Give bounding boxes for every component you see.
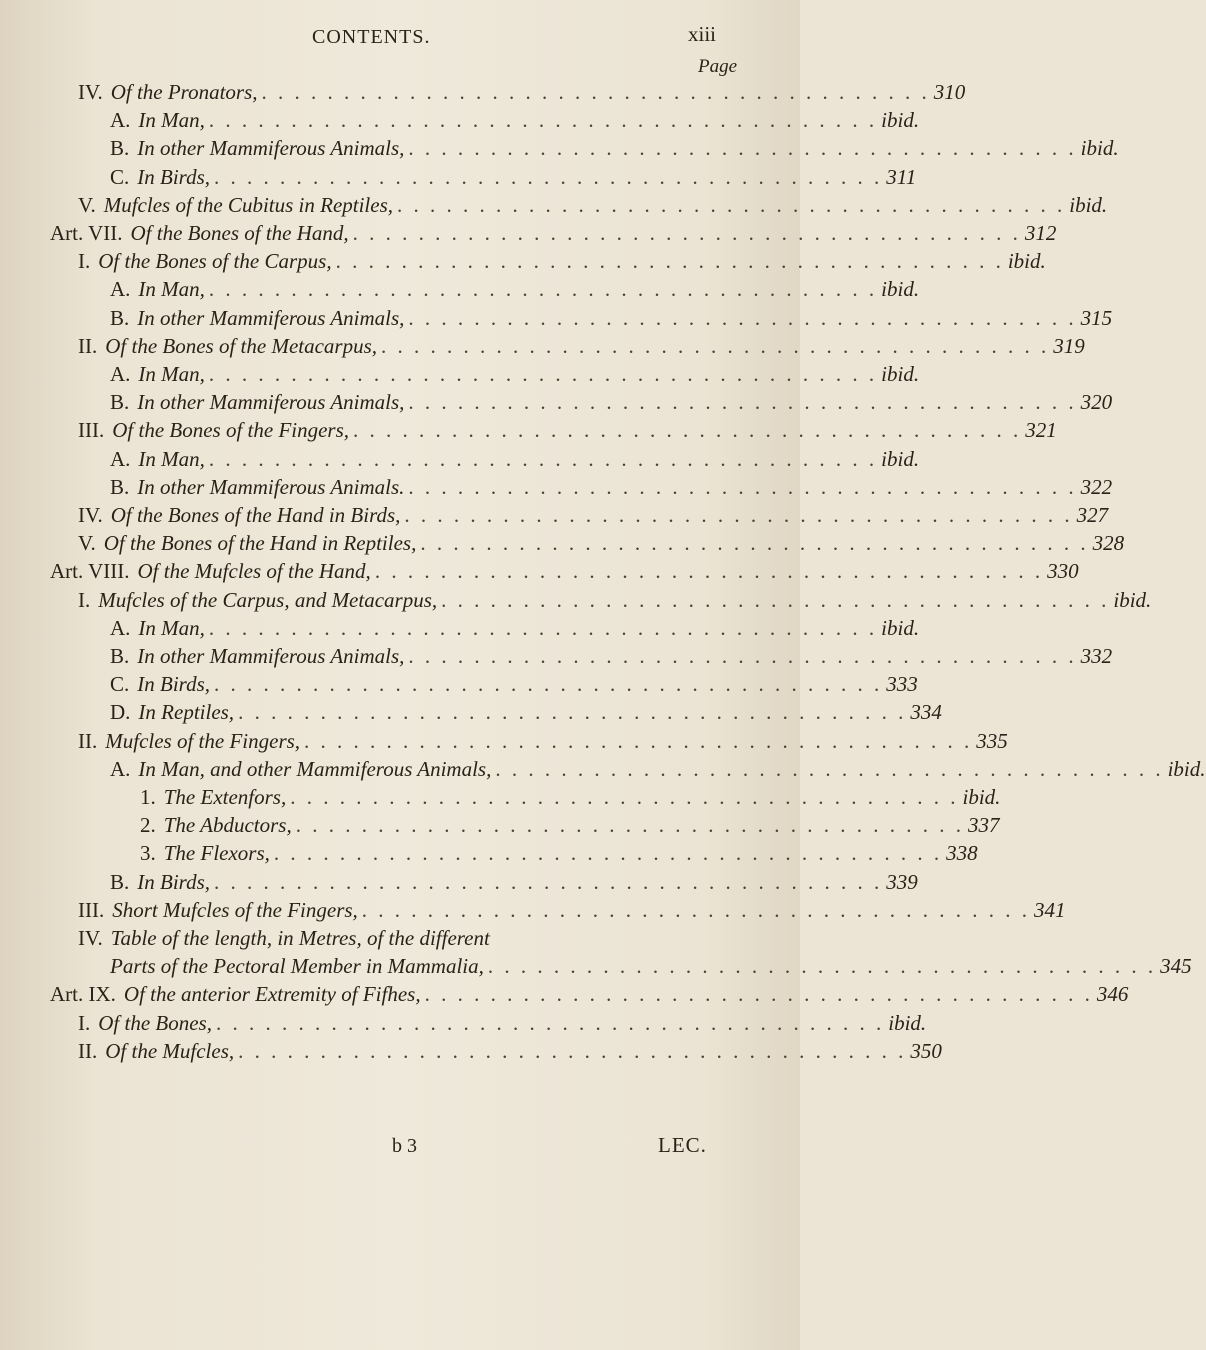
entry-title: Of the Bones, xyxy=(98,1010,212,1035)
dot-leader: . . . . . . . . . . . . . . . . . . . . . . . . . . . . . . . . . . . . . . . . . xyxy=(208,277,878,302)
dot-leader: . . . . . . . . . . . . . . . . . . . . . . . . . . . . . . . . . . . . . . . . . xyxy=(238,700,907,725)
dot-leader: . . . . . . . . . . . . . . . . . . . . . . . . . . . . . . . . . . . . . . . . . xyxy=(295,813,964,838)
toc-entry xyxy=(110,474,1113,503)
entry-number: A. xyxy=(110,108,131,133)
entry-title: In other Mammiferous Animals. xyxy=(137,474,405,499)
toc-entry xyxy=(110,615,920,644)
entry-title: Of the Bones of the Carpus, xyxy=(98,249,332,274)
dot-leader: . . . . . . . . . . . . . . . . . . . . . . . . . . . . . . . . . . . . . . . . . xyxy=(487,954,1157,979)
entry-page: 330 xyxy=(1047,559,1079,584)
dot-leader: . . . . . . . . . . . . . . . . . . . . . . . . . . . . . . . . . . . . . . . . . xyxy=(335,249,1004,274)
entry-number: B. xyxy=(110,644,130,668)
entry-page: 320 xyxy=(1080,390,1113,415)
entry-title: In Man, xyxy=(138,277,205,302)
entry-number: II. xyxy=(78,728,98,753)
entry-number: Art. IX. xyxy=(50,982,116,1007)
toc-entry xyxy=(110,756,1206,785)
toc-entry xyxy=(50,982,1129,1010)
entry-title: Parts of the Pectoral Member in Mammalia, xyxy=(110,954,484,979)
dot-leader: . . . . . . . . . . . . . . . . . . . . . . . . . . . . . . . . . . . . . . . . . xyxy=(408,474,1077,499)
entry-page: ibid. xyxy=(1069,192,1108,217)
dot-leader: . . . . . . . . . . . . . . . . . . . . . . . . . . . . . . . . . . . . . . . . . xyxy=(290,785,959,809)
dot-leader: . . . . . . . . . . . . . . . . . . . . . . . . . . . . . . . . . . . . . . . . . xyxy=(420,531,1089,556)
toc-entry xyxy=(78,926,746,954)
dot-leader: . . . . . . . . . . . . . . . . . . . . . . . . . . . . . . . . . . . . . . . . . xyxy=(408,305,1077,330)
entry-number: I. xyxy=(78,249,91,274)
entry-page: 312 xyxy=(1024,221,1057,245)
toc-entry xyxy=(110,390,1113,418)
dot-leader: . . . . . . . . . . . . . . . . . . . . . . . . . . . . . . . . . . . . . . . . . xyxy=(441,587,1110,612)
entry-page: ibid. xyxy=(1007,249,1046,274)
entry-page: ibid. xyxy=(881,277,920,302)
toc-entry xyxy=(78,897,1066,926)
entry-title: In Reptiles, xyxy=(138,700,235,725)
entry-number: D. xyxy=(110,700,131,725)
entry-number: A. xyxy=(110,756,131,781)
entry-page: 350 xyxy=(910,1038,942,1063)
entry-page: 310 xyxy=(933,80,966,104)
entry-title: Of the anterior Extremity of Fifhes, xyxy=(123,982,421,1007)
toc-entry xyxy=(78,418,1057,446)
toc-entry xyxy=(140,813,1000,841)
toc-entry xyxy=(50,559,1079,587)
entry-page: 315 xyxy=(1080,305,1113,330)
toc-entry xyxy=(140,785,1001,813)
entry-title: In other Mammiferous Animals, xyxy=(137,305,405,330)
toc-entry xyxy=(78,503,1109,531)
dot-leader: . . . . . . . . . . . . . . . . . . . . . . . . . . . . . . . . . . . . . . . . . xyxy=(424,982,1093,1007)
dot-leader: . . . . . . . . . . . . . . . . . . . . . . . . . . . . . . . . . . . . . . . . . xyxy=(208,446,878,471)
entry-number: A. xyxy=(110,446,131,471)
entry-number: B. xyxy=(110,305,130,330)
catchword: LEC. xyxy=(658,1133,707,1157)
toc-entry xyxy=(78,192,1108,221)
signature-mark: b 3 xyxy=(392,1135,417,1157)
entry-title: In Birds, xyxy=(137,869,210,894)
toc-entry xyxy=(110,954,1192,982)
dot-leader: . . . . . . . . . . . . . . . . . . . . . . . . . . . . . . . . . . . . . . . . . xyxy=(381,333,1050,358)
entry-page: ibid. xyxy=(962,785,1001,809)
entry-title: The Abductors, xyxy=(163,813,292,838)
entry-page: ibid. xyxy=(1080,136,1119,161)
entry-title: Of the Pronators, xyxy=(110,80,258,104)
entry-number: V. xyxy=(78,531,96,556)
entry-page: ibid. xyxy=(1167,756,1206,781)
entry-page: 321 xyxy=(1025,418,1057,443)
entry-number: I. xyxy=(78,587,91,612)
toc-entry xyxy=(78,333,1085,362)
entry-number: C. xyxy=(110,672,130,697)
entry-number: IV. xyxy=(78,503,103,527)
toc-entry xyxy=(110,446,920,475)
entry-page: 333 xyxy=(886,672,918,697)
dot-leader: . . . . . . . . . . . . . . . . . . . . . . . . . . . . . . . . . . . . . . . . . xyxy=(215,1010,885,1035)
entry-number: A. xyxy=(110,277,131,302)
entry-page: ibid. xyxy=(881,362,920,386)
entry-title: Of the Bones of the Hand in Birds, xyxy=(110,503,401,527)
entry-title: In Man, xyxy=(138,362,205,386)
entry-number: B. xyxy=(110,474,130,499)
running-title: CONTENTS. xyxy=(312,26,431,48)
toc-entry xyxy=(78,531,1125,559)
entry-title: Of the Mufcles, xyxy=(105,1038,235,1063)
entry-number: I. xyxy=(78,1010,91,1035)
entry-title: Of the Bones of the Metacarpus, xyxy=(105,333,378,358)
dot-leader: . . . . . . . . . . . . . . . . . . . . . . . . . . . . . . . . . . . . . . . . . xyxy=(214,672,883,697)
entry-title: In Birds, xyxy=(137,164,210,189)
dot-leader: . . . . . . . . . . . . . . . . . . . . . . . . . . . . . . . . . . . . . . . . . xyxy=(304,728,973,753)
toc-entry xyxy=(78,1038,942,1067)
entry-title: In Birds, xyxy=(137,672,210,697)
toc-entry xyxy=(140,841,978,869)
entry-page: 345 xyxy=(1160,954,1192,979)
dot-leader: . . . . . . . . . . . . . . . . . . . . . . . . . . . . . . . . . . . . . . . . . xyxy=(208,362,878,386)
dot-leader: . . . . . . . . . . . . . . . . . . . . . . . . . . . . . . . . . . . . . . . . . xyxy=(408,136,1077,161)
entry-number: A. xyxy=(110,615,131,640)
entry-number: V. xyxy=(78,192,96,217)
toc-entry xyxy=(78,80,966,108)
entry-title: In other Mammiferous Animals, xyxy=(137,390,405,415)
dot-leader: . . . . . . . . . . . . . . . . . . . . . . . . . . . . . . . . . . . . . . . . . xyxy=(404,503,1073,527)
dot-leader: . . . . . . . . . . . . . . . . . . . . . . . . . . . . . . . . . . . . . . . . . xyxy=(361,897,1031,922)
entry-page: ibid. xyxy=(881,615,920,640)
entry-title: The Extenfors, xyxy=(163,785,287,809)
entry-page: 337 xyxy=(967,813,1000,838)
dot-leader: . . . . . . . . . . . . . . . . . . . . . . . . . . . . . . . . . . . . . . . . . xyxy=(408,390,1077,415)
entry-page: 311 xyxy=(886,164,917,189)
toc-entry xyxy=(110,700,942,728)
entry-title: Mufcles of the Cubitus in Reptiles, xyxy=(103,192,394,217)
entry-title: In Man, xyxy=(138,446,205,471)
toc-entry xyxy=(110,277,920,305)
entry-page: ibid. xyxy=(881,108,920,133)
entry-number: A. xyxy=(110,362,131,386)
entry-number: C. xyxy=(110,164,130,189)
dot-leader: . . . . . . . . . . . . . . . . . . . . . . . . . . . . . . . . . . . . . . . . . xyxy=(408,644,1077,668)
entry-number: III. xyxy=(78,418,105,443)
toc-entry xyxy=(78,249,1046,277)
toc-entry xyxy=(110,362,920,390)
dot-leader: . . . . . . . . . . . . . . . . . . . . . . . . . . . . . . . . . . . . . . . . . xyxy=(208,108,878,133)
entry-number: 1. xyxy=(140,785,156,809)
entry-number: II. xyxy=(78,333,98,358)
dot-leader: . . . . . . . . . . . . . . . . . . . . . . . . . . . . . . . . . . . . . . . . . xyxy=(352,221,1021,245)
entry-title: In Man, xyxy=(138,615,205,640)
entry-page: ibid. xyxy=(888,1010,927,1035)
entry-title: In Man, xyxy=(138,108,205,133)
entry-number: Art. VIII. xyxy=(50,559,130,584)
entry-page: ibid. xyxy=(1113,587,1152,612)
toc-entry xyxy=(50,221,1057,249)
entry-title: Of the Bones of the Fingers, xyxy=(112,418,350,443)
entry-title: Mufcles of the Carpus, and Metacarpus, xyxy=(98,587,438,612)
entry-page: 328 xyxy=(1092,531,1125,556)
entry-number: 2. xyxy=(140,813,156,838)
toc-entry xyxy=(110,305,1113,334)
entry-title: The Flexors, xyxy=(163,841,270,866)
entry-page: 338 xyxy=(946,841,978,866)
entry-number: IV. xyxy=(78,80,103,104)
entry-number: Art. VII. xyxy=(50,221,123,245)
entry-page: 339 xyxy=(886,869,918,894)
entry-number: B. xyxy=(110,869,130,894)
entry-number: B. xyxy=(110,390,130,415)
dot-leader: . . . . . . . . . . . . . . . . . . . . . . . . . . . . . . . . . . . . . . . . . xyxy=(374,559,1044,584)
entry-title: Mufcles of the Fingers, xyxy=(105,728,301,753)
dot-leader: . . . . . . . . . . . . . . . . . . . . . . . . . . . . . . . . . . . . . . . . . xyxy=(261,80,930,104)
dot-leader: . . . . . . . . . . . . . . . . . . . . . . . . . . . . . . . . . . . . . . . . . xyxy=(214,164,883,189)
entry-page: 322 xyxy=(1080,474,1113,499)
toc-entry xyxy=(110,136,1119,164)
page-number: xiii xyxy=(688,22,717,46)
entry-number: B. xyxy=(110,136,130,161)
dot-leader: . . . . . . . . . . . . . . . . . . . . . . . . . . . . . . . . . . . . . . . . . xyxy=(397,192,1066,217)
dot-leader: . . . . . . . . . . . . . . . . . . . . . . . . . . . . . . . . . . . . . . . . . xyxy=(273,841,943,866)
toc-entry xyxy=(78,728,1008,757)
toc-entry xyxy=(110,644,1113,672)
entry-title: Of the Bones of the Hand, xyxy=(130,221,349,245)
toc-entry xyxy=(110,869,918,898)
toc-entry xyxy=(110,672,918,700)
entry-title: Of the Mufcles of the Hand, xyxy=(137,559,371,584)
dot-leader: . . . . . . . . . . . . . . . . . . . . . . . . . . . . . . . . . . . . . . . . . xyxy=(214,869,883,894)
entry-title: Of the Bones of the Hand in Reptiles, xyxy=(103,531,417,556)
entry-number: II. xyxy=(78,1038,98,1063)
toc-entry xyxy=(78,1010,927,1039)
entry-title: In Man, and other Mammiferous Animals, xyxy=(138,756,492,781)
entry-page: 335 xyxy=(976,728,1008,753)
entry-title: Table of the length, in Metres, of the different xyxy=(110,926,490,950)
dot-leader: . . . . . . . . . . . . . . . . . . . . . . . . . . . . . . . . . . . . . . . . . xyxy=(353,418,1022,443)
toc-entry xyxy=(110,164,917,193)
dot-leader: . . . . . . . . . . . . . . . . . . . . . . . . . . . . . . . . . . . . . . . . . xyxy=(495,756,1164,781)
page-column-label: Page xyxy=(698,56,738,77)
entry-page: 341 xyxy=(1034,897,1066,922)
entry-number: IV. xyxy=(78,926,103,950)
entry-title: In other Mammiferous Animals, xyxy=(137,136,405,161)
toc-entry xyxy=(110,108,920,136)
entry-title: Short Mufcles of the Fingers, xyxy=(112,897,358,922)
entry-page: 319 xyxy=(1053,333,1085,358)
entry-page: 332 xyxy=(1080,644,1113,668)
entry-page: 327 xyxy=(1076,503,1109,527)
toc-entry xyxy=(78,587,1152,616)
dot-leader: . . . . . . . . . . . . . . . . . . . . . . . . . . . . . . . . . . . . . . . . . xyxy=(238,1038,907,1063)
entry-page: 346 xyxy=(1096,982,1129,1007)
entry-number: 3. xyxy=(140,841,156,866)
page-header xyxy=(0,12,800,52)
entry-number: III. xyxy=(78,897,105,922)
entry-page: ibid. xyxy=(881,446,920,471)
entry-title: In other Mammiferous Animals, xyxy=(137,644,405,668)
entry-page: 334 xyxy=(910,700,942,725)
dot-leader: . . . . . . . . . . . . . . . . . . . . . . . . . . . . . . . . . . . . . . . . . xyxy=(208,615,878,640)
